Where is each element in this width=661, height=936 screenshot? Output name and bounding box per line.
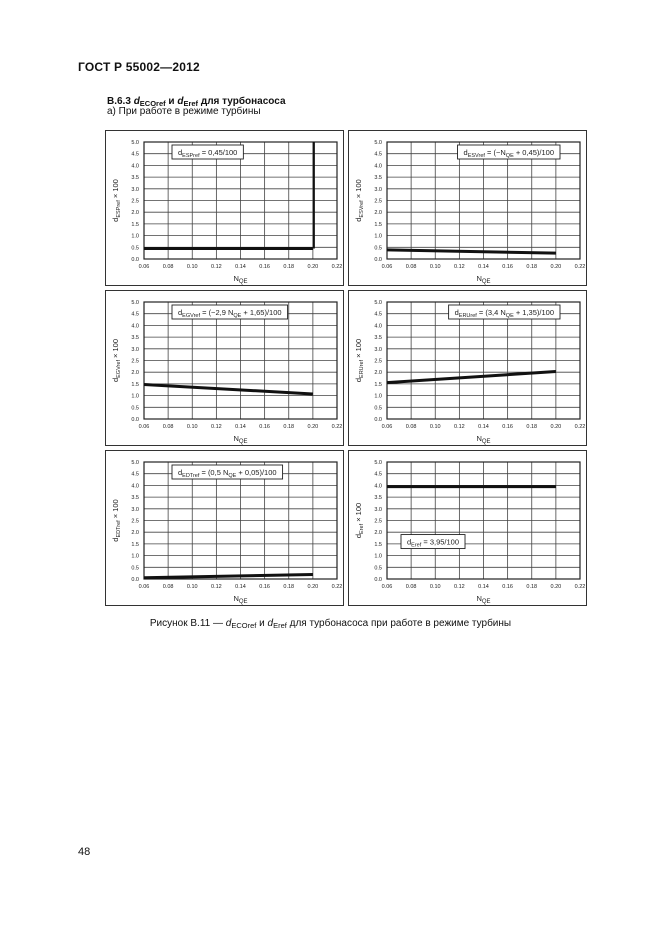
x-tick-label: 0.08 (162, 584, 174, 590)
y-tick-label: 1.0 (131, 233, 139, 240)
section-rest: для турбонасоса (198, 96, 286, 107)
y-tick-label: 3.0 (131, 506, 139, 513)
chart-panel (349, 451, 587, 606)
y-tick-label: 1.0 (374, 233, 382, 240)
formula-run: ESVref (467, 152, 485, 159)
x-tick-label: 0.22 (574, 584, 586, 590)
y-tick-label: 4.5 (374, 151, 382, 158)
y-axis-label-run: × 100 (354, 502, 363, 524)
y-tick-label: 3.5 (374, 175, 382, 182)
y-axis-label-run: Eref (358, 523, 365, 534)
x-tick-label: 0.14 (235, 584, 246, 590)
x-tick-label: 0.14 (235, 264, 246, 270)
y-tick-label: 0.0 (131, 577, 139, 583)
formula-annotation (449, 305, 560, 319)
y-tick-label: 0.0 (374, 577, 382, 583)
x-tick-label: 0.10 (186, 424, 198, 430)
x-tick-label: 0.18 (526, 584, 538, 590)
formula-run: + 0,45)/100 (513, 148, 554, 157)
y-tick-label: 3.5 (131, 335, 139, 342)
formula-run: = (3,4 N (476, 308, 506, 317)
caption-rest: для турбонасоса при работе в режиме турбины (286, 618, 512, 629)
y-tick-label: 2.5 (374, 358, 382, 365)
x-tick-label: 0.06 (381, 584, 393, 590)
y-tick-label: 0.5 (131, 245, 139, 252)
x-axis-label-run: N (233, 434, 239, 443)
y-tick-label: 2.0 (374, 530, 382, 537)
formula-run: d (178, 148, 183, 157)
x-tick-label: 0.16 (259, 584, 270, 590)
formula-annotation (401, 535, 465, 549)
x-tick-label: 0.22 (331, 584, 343, 590)
x-tick-label: 0.20 (307, 424, 319, 430)
formula-run: d (407, 537, 412, 547)
formula-run: d (463, 148, 468, 157)
y-tick-label: 2.5 (374, 518, 382, 525)
chart-panel (106, 291, 344, 446)
x-tick-label: 0.22 (574, 424, 586, 430)
x-tick-label: 0.20 (307, 584, 319, 590)
y-tick-label: 0.0 (374, 417, 382, 423)
y-tick-label: 5.0 (374, 300, 382, 306)
formula-run: ERUref (458, 312, 477, 319)
x-axis-label-run: QE (481, 438, 491, 445)
y-tick-label: 4.5 (131, 311, 139, 318)
x-tick-label: 0.14 (478, 264, 489, 270)
y-axis-label-run: × 100 (111, 499, 120, 521)
y-tick-label: 3.0 (374, 186, 382, 193)
formula-annotation (172, 145, 243, 159)
caption-term-2-sub: Eref (273, 620, 287, 630)
y-tick-label: 2.0 (131, 370, 139, 377)
y-tick-label: 4.0 (374, 163, 382, 170)
formula-run: d (178, 468, 183, 477)
formula-run: d (178, 308, 183, 317)
formula-run: d (454, 308, 459, 317)
x-tick-label: 0.12 (454, 264, 465, 270)
charts-grid (105, 130, 587, 606)
x-axis-label-run: N (476, 274, 482, 283)
y-tick-label: 4.0 (131, 323, 139, 330)
y-axis-label-run: d (354, 377, 363, 383)
x-tick-label: 0.12 (454, 424, 465, 430)
y-tick-label: 3.5 (374, 335, 382, 342)
page-number: 48 (78, 846, 91, 858)
y-tick-label: 0.5 (374, 405, 382, 412)
section-term-1-sub: ECOref (139, 98, 166, 108)
y-tick-label: 2.5 (131, 358, 139, 365)
section-and: и (165, 96, 178, 107)
y-tick-label: 2.0 (374, 370, 382, 377)
y-tick-label: 3.0 (131, 186, 139, 193)
y-tick-label: 1.5 (131, 381, 139, 388)
formula-run: + 0,05)/100 (236, 468, 277, 477)
y-tick-label: 2.0 (131, 210, 139, 217)
y-tick-label: 3.0 (374, 506, 382, 513)
x-axis-label-run: N (233, 274, 239, 283)
x-tick-label: 0.08 (162, 264, 174, 270)
x-tick-label: 0.22 (574, 264, 586, 270)
y-tick-label: 1.0 (374, 553, 382, 560)
y-tick-label: 3.0 (131, 346, 139, 353)
y-axis-label-run: d (111, 217, 120, 222)
section-number: В.6.3 (107, 96, 134, 107)
x-tick-label: 0.18 (526, 264, 538, 270)
x-tick-label: 0.20 (550, 264, 562, 270)
x-tick-label: 0.14 (478, 424, 489, 430)
formula-run: = 3,95/100 (421, 537, 460, 547)
y-tick-label: 0.5 (131, 405, 139, 412)
section-subtitle: а) При работе в режиме турбины (107, 106, 261, 117)
y-tick-label: 3.5 (374, 495, 382, 502)
x-tick-label: 0.06 (138, 264, 150, 270)
y-tick-label: 3.0 (374, 346, 382, 353)
y-tick-label: 0.5 (131, 565, 139, 572)
y-tick-label: 1.5 (374, 221, 382, 228)
y-tick-label: 0.0 (131, 417, 139, 423)
caption-prefix: Рисунок В.11 — (149, 618, 226, 629)
x-tick-label: 0.10 (429, 584, 441, 590)
y-tick-label: 1.5 (374, 541, 382, 548)
y-tick-label: 1.0 (131, 393, 139, 400)
y-axis-label-run: d (111, 377, 120, 383)
x-tick-label: 0.06 (381, 264, 393, 270)
y-axis-label-run: d (354, 217, 363, 222)
formula-run: = (−N (484, 148, 506, 157)
y-tick-label: 4.5 (131, 471, 139, 478)
x-tick-label: 0.06 (138, 424, 150, 430)
formula-run: QE (505, 152, 514, 159)
x-axis-label-run: QE (238, 278, 248, 285)
formula-run: Eref (411, 542, 422, 549)
x-tick-label: 0.10 (429, 264, 441, 270)
x-tick-label: 0.16 (502, 264, 513, 270)
x-tick-label: 0.16 (259, 264, 270, 270)
formula-run: = (−2,9 N (200, 308, 234, 317)
y-axis-label-run: d (354, 533, 363, 539)
y-axis-label-run: ESPref (115, 200, 122, 218)
formula-run: QE (233, 312, 242, 319)
x-tick-label: 0.08 (405, 264, 417, 270)
formula-run: QE (228, 472, 237, 479)
section-term-2: d (177, 96, 184, 107)
x-tick-label: 0.06 (381, 424, 393, 430)
y-tick-label: 1.5 (131, 221, 139, 228)
x-tick-label: 0.18 (283, 584, 295, 590)
y-tick-label: 5.0 (374, 140, 382, 146)
formula-run: EDTref (182, 472, 200, 479)
x-tick-label: 0.18 (526, 424, 538, 430)
chart-panel (349, 131, 587, 286)
x-axis-label-run: N (476, 594, 482, 603)
y-tick-label: 1.0 (374, 393, 382, 400)
formula-run: = (0,5 N (199, 468, 229, 477)
y-axis-label-run: × 100 (354, 179, 363, 201)
x-tick-label: 0.22 (331, 264, 343, 270)
y-tick-label: 2.5 (131, 198, 139, 205)
y-tick-label: 5.0 (131, 300, 139, 306)
y-tick-label: 1.5 (374, 381, 382, 388)
x-tick-label: 0.20 (550, 424, 562, 430)
x-axis-label-run: QE (238, 598, 248, 605)
y-tick-label: 1.5 (131, 541, 139, 548)
x-tick-label: 0.20 (307, 264, 319, 270)
y-tick-label: 0.0 (374, 257, 382, 263)
x-axis-label-run: QE (481, 278, 491, 285)
y-tick-label: 2.5 (131, 518, 139, 525)
y-tick-label: 3.5 (131, 175, 139, 182)
formula-annotation (172, 305, 288, 319)
y-axis-label-run: ERUref (358, 359, 365, 378)
y-tick-label: 5.0 (374, 460, 382, 466)
y-tick-label: 4.0 (131, 163, 139, 170)
section-term-2-sub: Eref (183, 98, 199, 108)
chart-panel (349, 291, 587, 446)
formula-run: + 1,35)/100 (513, 308, 554, 317)
x-tick-label: 0.08 (405, 584, 417, 590)
y-tick-label: 4.5 (131, 151, 139, 158)
x-tick-label: 0.12 (454, 584, 465, 590)
x-tick-label: 0.18 (283, 424, 295, 430)
formula-run: QE (505, 312, 514, 319)
figure-caption (0, 618, 661, 629)
y-tick-label: 5.0 (131, 460, 139, 466)
y-axis-label-run: d (111, 537, 120, 542)
x-tick-label: 0.16 (259, 424, 270, 430)
formula-annotation (172, 465, 283, 479)
y-axis-label-run: × 100 (111, 338, 120, 361)
x-axis-label-run: N (476, 434, 482, 443)
y-tick-label: 2.0 (374, 210, 382, 217)
y-tick-label: 4.0 (131, 483, 139, 490)
y-tick-label: 3.5 (131, 495, 139, 502)
y-tick-label: 4.0 (374, 323, 382, 330)
y-axis-label-run: EGVref (115, 360, 122, 378)
caption-term-1-sub: ECOref (231, 620, 257, 630)
x-tick-label: 0.14 (235, 424, 246, 430)
chart-panel (106, 451, 344, 606)
x-tick-label: 0.10 (186, 264, 198, 270)
x-tick-label: 0.06 (138, 584, 150, 590)
y-tick-label: 4.0 (374, 483, 382, 490)
y-axis-label-run: ESVref (358, 200, 365, 218)
chart-panel (106, 131, 344, 286)
y-tick-label: 4.5 (374, 471, 382, 478)
x-tick-label: 0.18 (283, 264, 295, 270)
y-axis-label-run: × 100 (111, 179, 120, 201)
x-tick-label: 0.08 (162, 424, 174, 430)
caption-term-2: d (267, 618, 274, 629)
formula-run: ESPref (182, 152, 200, 159)
x-tick-label: 0.14 (478, 584, 489, 590)
x-tick-label: 0.12 (211, 264, 222, 270)
x-tick-label: 0.12 (211, 584, 222, 590)
x-axis-label-run: N (233, 594, 239, 603)
formula-run: = 0,45/100 (199, 148, 238, 157)
x-tick-label: 0.10 (429, 424, 441, 430)
x-tick-label: 0.08 (405, 424, 417, 430)
y-tick-label: 0.0 (131, 257, 139, 263)
y-tick-label: 1.0 (131, 553, 139, 560)
x-tick-label: 0.20 (550, 584, 562, 590)
formula-annotation (458, 145, 560, 159)
formula-run: EGVref (182, 312, 201, 319)
x-tick-label: 0.12 (211, 424, 222, 430)
x-axis-label-run: QE (238, 438, 248, 445)
x-tick-label: 0.10 (186, 584, 198, 590)
caption-and: и (256, 618, 268, 629)
y-tick-label: 0.5 (374, 245, 382, 252)
formula-run: + 1,65)/100 (241, 308, 282, 317)
y-tick-label: 0.5 (374, 565, 382, 572)
x-tick-label: 0.16 (502, 424, 513, 430)
y-tick-label: 4.5 (374, 311, 382, 318)
x-tick-label: 0.22 (331, 424, 343, 430)
y-tick-label: 2.0 (131, 530, 139, 537)
caption-term-1: d (225, 618, 232, 629)
y-tick-label: 5.0 (131, 140, 139, 146)
section-term-1: d (133, 96, 140, 107)
x-axis-label-run: QE (481, 598, 491, 605)
y-axis-label-run: EDTref (115, 520, 122, 538)
x-tick-label: 0.16 (502, 584, 513, 590)
y-axis-label-run: × 100 (354, 338, 363, 360)
y-tick-label: 2.5 (374, 198, 382, 205)
document-header: ГОСТ Р 55002—2012 (78, 60, 200, 74)
